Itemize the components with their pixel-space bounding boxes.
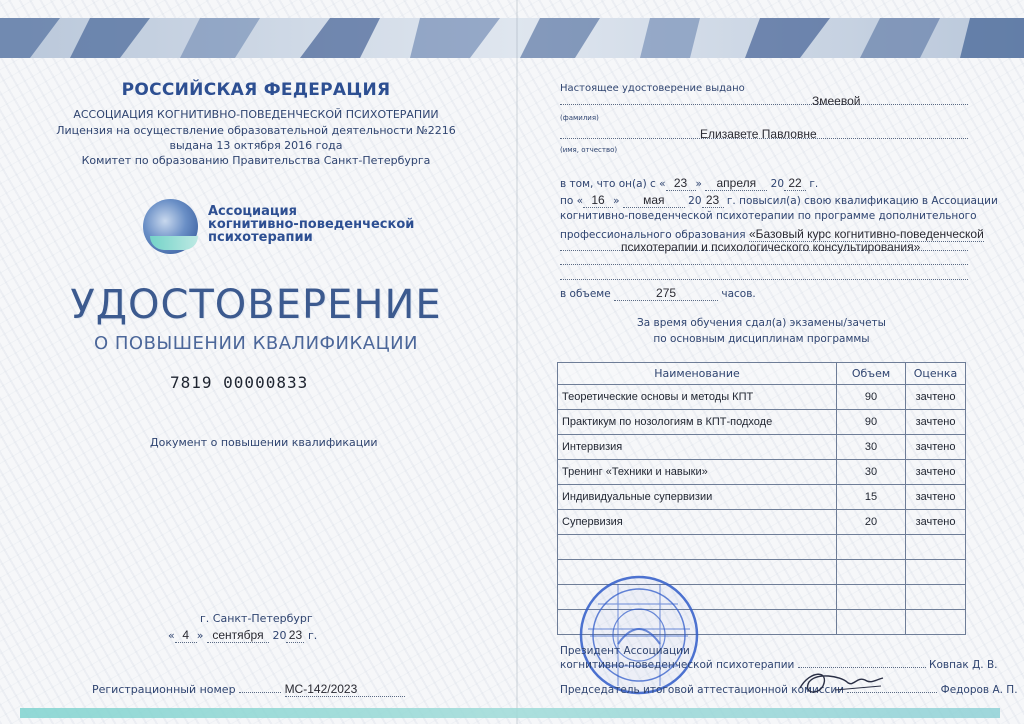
- to-year-prefix: 20: [688, 195, 702, 207]
- from-month: апреля: [705, 176, 767, 191]
- table-row: [558, 485, 966, 510]
- program-line-2: [560, 227, 984, 241]
- organization-name: АССОЦИАЦИЯ КОГНИТИВНО-ПОВЕДЕНЧЕСКОЙ ПСИХОТЕРАПИИ: [73, 108, 439, 121]
- page-fold: [516, 0, 518, 724]
- logo-line-3: психотерапии: [208, 230, 313, 245]
- president-line-1: Президент Ассоциации: [560, 645, 690, 657]
- name-caption: (имя, отчество): [560, 146, 618, 154]
- country-heading: РОССИЙСКАЯ ФЕДЕРАЦИЯ: [121, 80, 391, 100]
- program-label: профессионального образования: [560, 229, 746, 241]
- table-header-row: [558, 363, 966, 385]
- decorative-bottom-band: [20, 708, 1000, 718]
- license-line: Лицензия на осуществление образовательной деятельности №2216: [56, 124, 456, 137]
- discipline-name: Супервизия: [558, 510, 837, 535]
- column-header-name: Наименование: [558, 363, 837, 385]
- logo-line-1: Ассоциация: [208, 204, 298, 219]
- chair-name: Федоров А. П.: [940, 684, 1018, 696]
- discipline-grade: зачтено: [906, 485, 966, 510]
- program-name-2: психотерапии и психологического консультирования»: [621, 240, 921, 254]
- table-row: [558, 460, 966, 485]
- document-subtitle: О ПОВЫШЕНИИ КВАЛИФИКАЦИИ: [93, 333, 419, 354]
- discipline-volume: 20: [837, 510, 906, 535]
- volume-suffix: часов.: [721, 288, 756, 300]
- column-header-volume: Объем: [837, 363, 906, 385]
- from-year-prefix: 20: [770, 178, 785, 190]
- discipline-volume: 30: [837, 435, 906, 460]
- discipline-grade: зачтено: [906, 510, 966, 535]
- program-line-1: когнитивно-поведенческой психотерапии по программе дополнительного: [560, 210, 977, 222]
- from-day: 23: [666, 176, 696, 191]
- exams-line-2: по основным дисциплинам программы: [653, 333, 870, 345]
- discipline-name: Интервизия: [558, 435, 837, 460]
- surname-caption: (фамилия): [560, 114, 599, 122]
- serial-number: 7819 00000833: [170, 373, 309, 392]
- document-title: УДОСТОВЕРЕНИЕ: [70, 282, 442, 328]
- president-name: Ковпак Д. В.: [929, 659, 998, 671]
- to-month: мая: [623, 193, 685, 208]
- period-prefix: в том, что он(а) с: [560, 178, 656, 190]
- surname-value: Змеевой: [812, 94, 861, 108]
- discipline-name: Тренинг «Техники и навыки»: [558, 460, 837, 485]
- license-date: выдана 13 октября 2016 года: [169, 139, 343, 152]
- discipline-name: Теоретические основы и методы КПТ: [558, 385, 837, 410]
- to-prefix: по: [560, 195, 574, 207]
- registration-number: МС-142/2023: [285, 682, 405, 697]
- blank-line-1: [560, 256, 968, 265]
- issue-day: 4: [175, 628, 197, 643]
- issue-date: « 4 » сентября 20 23 г.: [168, 628, 318, 642]
- discipline-name: Практикум по нозологиям в КПТ-подходе: [558, 410, 837, 435]
- decorative-top-band: [0, 18, 1024, 58]
- volume-hours: 275: [614, 286, 718, 301]
- issue-city: г. Санкт-Петербург: [200, 612, 313, 625]
- volume-prefix: в объеме: [560, 288, 611, 300]
- from-year-suffix: г.: [809, 178, 819, 190]
- to-suffix: г. повысил(а) свою квалификацию в Ассоциации: [726, 195, 998, 207]
- table-row: [558, 435, 966, 460]
- table-row-empty: [558, 535, 966, 560]
- volume-line: [560, 286, 756, 301]
- discipline-grade: зачтено: [906, 460, 966, 485]
- discipline-volume: 90: [837, 385, 906, 410]
- registration-dots: [239, 692, 281, 693]
- issue-month: сентября: [207, 628, 269, 643]
- chair-signature: [795, 668, 885, 702]
- program-name-1: «Базовый курс когнитивно-поведенческой: [748, 227, 984, 241]
- president-org: когнитивно-поведенческой психотерапии: [560, 659, 795, 671]
- official-seal-stamp: [578, 574, 700, 696]
- to-year: 23: [702, 193, 724, 208]
- table-row: [558, 385, 966, 410]
- issue-year-suffix: г.: [307, 629, 318, 642]
- committee-line: Комитет по образованию Правительства Санкт-Петербурга: [81, 154, 431, 167]
- table-row: [558, 410, 966, 435]
- discipline-volume: 90: [837, 410, 906, 435]
- period-to: по « 16 » мая 20 23 г. повысил(а) свою квалификацию в Ассоциации: [560, 193, 998, 207]
- logo-line-2: когнитивно-поведенческой: [208, 217, 415, 232]
- registration: [92, 682, 405, 697]
- discipline-grade: зачтено: [906, 410, 966, 435]
- registration-label: Регистрационный номер: [92, 683, 236, 696]
- logo-text: [208, 205, 414, 244]
- discipline-name: Индивидуальные супервизии: [558, 485, 837, 510]
- discipline-volume: 30: [837, 460, 906, 485]
- surname-line: [560, 94, 968, 105]
- logo-leaf-icon: [150, 236, 198, 250]
- table-row: [558, 510, 966, 535]
- chair-label: Председатель итоговой аттестационной комиссии: [560, 684, 844, 696]
- to-day: 16: [583, 193, 613, 208]
- issue-year-prefix: 20: [272, 629, 287, 642]
- document-kind: Документ о повышении квалификации: [150, 436, 378, 449]
- name-value: Елизавете Павловне: [700, 127, 817, 141]
- discipline-volume: 15: [837, 485, 906, 510]
- chair-line: [560, 684, 1018, 696]
- period-from: в том, что он(а) с « 23 » апреля 20 22 г.: [560, 176, 819, 190]
- from-year: 22: [784, 176, 806, 191]
- issue-year: 23: [286, 628, 304, 643]
- exams-line-1: За время обучения сдал(а) экзамены/зачеты: [637, 317, 886, 329]
- blank-line-2: [560, 271, 968, 280]
- issued-to-label: Настоящее удостоверение выдано: [560, 83, 745, 94]
- president-line-2: [560, 659, 998, 671]
- discipline-grade: зачтено: [906, 385, 966, 410]
- discipline-grade: зачтено: [906, 435, 966, 460]
- column-header-grade: Оценка: [906, 363, 966, 385]
